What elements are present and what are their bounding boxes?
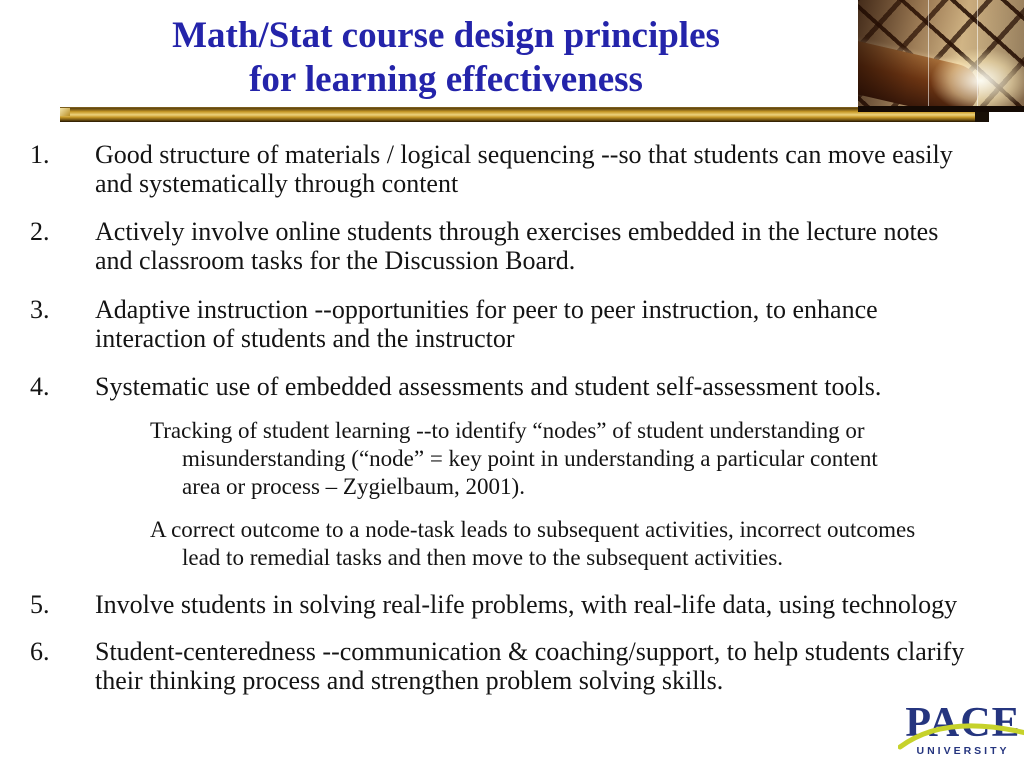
item-number: 4. (30, 372, 50, 401)
title-line-1: Math/Stat course design principles (172, 15, 720, 56)
list-item (0, 590, 1000, 619)
item-number: 2. (30, 217, 50, 246)
item-number: 3. (30, 295, 50, 324)
gold-divider (60, 107, 985, 122)
divider-left-cap (60, 108, 70, 116)
photo-bottom-edge (858, 106, 1024, 112)
sub-item: Tracking of student learning --to identify “nodes” of student understanding or misunderstanding (“node” = key point in understanding a particular content area or process – Zygielbaum, 2001). (150, 418, 878, 499)
list-item (0, 637, 1000, 695)
item-text: Student-centeredness --communication & coaching/support, to help students clarify their thinking process and strengthen problem solving skills. (95, 637, 965, 695)
photo-gridline (928, 0, 929, 106)
pace-wordmark: PACE (905, 700, 1021, 746)
title-line-2: for learning effectiveness (249, 59, 643, 100)
list-item (0, 217, 1000, 275)
list-item (0, 372, 1000, 401)
list-item (0, 140, 1000, 198)
item-number: 6. (30, 637, 50, 666)
item-number: 1. (30, 140, 50, 169)
pace-university-label: UNIVERSITY (916, 745, 1010, 757)
item-text: Good structure of materials / logical sequencing --so that students can move easily and systematically through content (95, 140, 953, 198)
principles-list (0, 137, 1000, 695)
item-text: Adaptive instruction --opportunities for peer to peer instruction, to enhance interaction of students and the instructor (95, 295, 878, 353)
item-number: 5. (30, 590, 50, 619)
sub-item: A correct outcome to a node-task leads to subsequent activities, incorrect outcomes lead to remedial tasks and then move to the subsequent activities. (150, 517, 916, 570)
slide-title (60, 14, 832, 102)
list-item (0, 295, 1000, 353)
photo-gridline (977, 0, 978, 106)
item-text: Involve students in solving real-life problems, with real-life data, using technology (95, 590, 958, 619)
item-text: Actively involve online students through exercises embedded in the lecture notes and classroom tasks for the Discussion Board. (95, 217, 939, 275)
key-glow (858, 0, 1024, 112)
pace-logo (903, 701, 1023, 757)
item-text: Systematic use of embedded assessments and student self-assessment tools. (95, 372, 882, 401)
keyboard-finger-photo (858, 0, 1024, 112)
